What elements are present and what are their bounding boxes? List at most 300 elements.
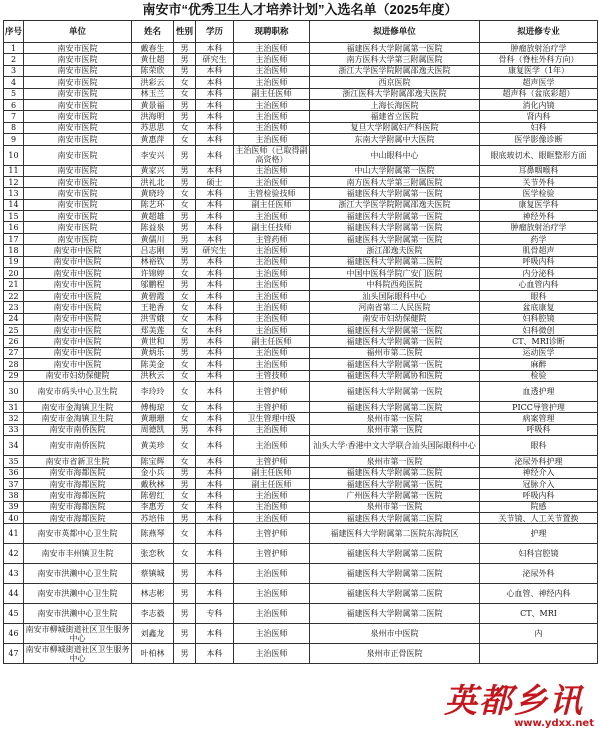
cell-specialty: 呼吸科 xyxy=(480,424,598,435)
table-row xyxy=(4,54,598,65)
cell-specialty: 冠脉介入 xyxy=(480,478,598,489)
cell-specialty: 泌尿外科护理 xyxy=(480,456,598,467)
cell-index: 2 xyxy=(4,54,24,65)
cell-gender: 女 xyxy=(174,88,196,99)
cell-specialty: 血透护理 xyxy=(480,381,598,401)
cell-target-hospital: 浙江邵逸夫医院 xyxy=(310,245,480,256)
cell-unit: 南安市医院 xyxy=(24,188,132,199)
cell-target-hospital: 浙江大学医学院附属邵逸夫医院 xyxy=(310,65,480,76)
cell-unit: 南安市中医院 xyxy=(24,290,132,301)
cell-specialty: PICC导管护理 xyxy=(480,401,598,412)
cell-education: 本科 xyxy=(196,478,234,489)
cell-title: 主治医师 xyxy=(234,564,310,584)
cell-index: 34 xyxy=(4,436,24,456)
cell-index: 10 xyxy=(4,145,24,165)
cell-education: 本科 xyxy=(196,313,234,324)
cell-specialty: 心血管内科 xyxy=(480,279,598,290)
cell-target-hospital: 复旦大学附属妇产科医院 xyxy=(310,122,480,133)
cell-index: 13 xyxy=(4,188,24,199)
table-row xyxy=(4,313,598,324)
cell-index: 17 xyxy=(4,233,24,244)
cell-specialty: 泌尿外科 xyxy=(480,564,598,584)
cell-gender: 女 xyxy=(174,401,196,412)
cell-target-hospital: 福建医科大学附属第二医院 xyxy=(310,564,480,584)
table-row xyxy=(4,43,598,54)
cell-unit: 南安市中医院 xyxy=(24,359,132,370)
cell-index: 28 xyxy=(4,359,24,370)
cell-gender: 女 xyxy=(174,524,196,544)
cell-unit: 南安市医院 xyxy=(24,145,132,165)
cell-unit: 南安市洪濑中心卫生院 xyxy=(24,584,132,604)
cell-specialty: 盆底康复 xyxy=(480,302,598,313)
cell-target-hospital: 汕头大学·香港中文大学联合汕头国际眼科中心 xyxy=(310,436,480,456)
cell-index: 33 xyxy=(4,424,24,435)
cell-target-hospital: 福建医科大学附属第二医院 xyxy=(310,467,480,478)
cell-target-hospital: 福建医科大学附属第一医院 xyxy=(310,188,480,199)
cell-target-hospital: 福建医科大学附属第二医院 xyxy=(310,584,480,604)
cell-gender: 女 xyxy=(174,268,196,279)
cell-title: 主管药师 xyxy=(234,233,310,244)
cell-index: 19 xyxy=(4,256,24,267)
cell-index: 27 xyxy=(4,347,24,358)
cell-gender: 男 xyxy=(174,644,196,664)
cell-education: 本科 xyxy=(196,467,234,478)
table-row xyxy=(4,478,598,489)
col-header-index: 序号 xyxy=(4,21,24,43)
table-row xyxy=(4,222,598,233)
cell-target-hospital: 中山眼科中心 xyxy=(310,145,480,165)
cell-name: 黄家兴 xyxy=(132,165,174,176)
cell-education: 本科 xyxy=(196,524,234,544)
table-row xyxy=(4,381,598,401)
table-row xyxy=(4,176,598,187)
table-row xyxy=(4,77,598,88)
cell-gender: 男 xyxy=(174,99,196,110)
cell-unit: 南安市医院 xyxy=(24,165,132,176)
cell-target-hospital: 泉州市中医院 xyxy=(310,624,480,644)
cell-target-hospital: 南方医科大学第三附属医院 xyxy=(310,54,480,65)
table-row xyxy=(4,145,598,165)
cell-title: 主治医师 xyxy=(234,313,310,324)
table-row xyxy=(4,302,598,313)
cell-education: 本科 xyxy=(196,290,234,301)
cell-name: 李玲玲 xyxy=(132,381,174,401)
cell-gender: 男 xyxy=(174,111,196,122)
cell-name: 李志毅 xyxy=(132,604,174,624)
cell-name: 黄儒川 xyxy=(132,233,174,244)
cell-title: 主治医师 xyxy=(234,290,310,301)
cell-education: 本科 xyxy=(196,324,234,335)
cell-name: 苏思思 xyxy=(132,122,174,133)
cell-education: 本科 xyxy=(196,456,234,467)
cell-target-hospital: 泉州市第一医院 xyxy=(310,456,480,467)
cell-name: 王艳香 xyxy=(132,302,174,313)
cell-index: 45 xyxy=(4,604,24,624)
cell-target-hospital: 福建医科大学附属第一医院 xyxy=(310,359,480,370)
cell-name: 傅梅琼 xyxy=(132,401,174,412)
cell-title: 副主任医师 xyxy=(234,88,310,99)
cell-target-hospital: 福建医科大学附属第一医院 xyxy=(310,233,480,244)
cell-gender: 女 xyxy=(174,370,196,381)
cell-unit: 南安市洪濑中心卫生院 xyxy=(24,604,132,624)
table-row xyxy=(4,199,598,210)
cell-gender: 男 xyxy=(174,65,196,76)
cell-gender: 女 xyxy=(174,324,196,335)
table-row xyxy=(4,122,598,133)
cell-gender: 女 xyxy=(174,290,196,301)
cell-target-hospital: 中山大学附属第一医院 xyxy=(310,165,480,176)
table-row xyxy=(4,564,598,584)
cell-title: 主管护师 xyxy=(234,524,310,544)
cell-target-hospital: 福建医科大学附属第二医院 xyxy=(310,256,480,267)
cell-education: 本科 xyxy=(196,188,234,199)
cell-title: 主治医师 xyxy=(234,424,310,435)
cell-target-hospital: 福建医科大学附属第一医院 xyxy=(310,211,480,222)
cell-target-hospital: 西京医院 xyxy=(310,77,480,88)
cell-title: 副主任医师 xyxy=(234,467,310,478)
cell-index: 7 xyxy=(4,111,24,122)
cell-specialty: 运动医学 xyxy=(480,347,598,358)
cell-target-hospital: 福建医科大学附属第一医院 xyxy=(310,324,480,335)
cell-gender: 男 xyxy=(174,256,196,267)
cell-unit: 南安市医院 xyxy=(24,122,132,133)
cell-education: 本科 xyxy=(196,268,234,279)
cell-index: 44 xyxy=(4,584,24,604)
cell-index: 43 xyxy=(4,564,24,584)
table-row xyxy=(4,336,598,347)
table-row xyxy=(4,65,598,76)
cell-target-hospital: 汕头国际眼科中心 xyxy=(310,290,480,301)
cell-unit: 南安市妇幼保健院 xyxy=(24,370,132,381)
cell-education: 本科 xyxy=(196,65,234,76)
cell-target-hospital: 福建医科大学附属第一医院 xyxy=(310,222,480,233)
cell-target-hospital: 南方医科大学第三附属医院 xyxy=(310,176,480,187)
cell-name: 陈美金 xyxy=(132,359,174,370)
cell-unit: 南安市中医院 xyxy=(24,256,132,267)
cell-title: 卫生管理中级 xyxy=(234,413,310,424)
table-row xyxy=(4,134,598,145)
table-row xyxy=(4,490,598,501)
cell-target-hospital: 泉州市第一医院 xyxy=(310,413,480,424)
table-row xyxy=(4,211,598,222)
cell-target-hospital: 上海长海医院 xyxy=(310,99,480,110)
table-row xyxy=(4,233,598,244)
cell-education: 本科 xyxy=(196,347,234,358)
table-row xyxy=(4,290,598,301)
cell-name: 林志彬 xyxy=(132,584,174,604)
cell-specialty: 呼吸内科 xyxy=(480,256,598,267)
cell-index: 22 xyxy=(4,290,24,301)
col-header-target-hospital: 拟进修单位 xyxy=(310,21,480,43)
page-title: 南安市“优秀卫生人才培养计划”入选名单（2025年度） xyxy=(142,2,458,17)
cell-unit: 南安市洪濑中心卫生院 xyxy=(24,564,132,584)
cell-gender: 女 xyxy=(174,413,196,424)
table-row xyxy=(4,467,598,478)
cell-unit: 南安市医院 xyxy=(24,211,132,222)
cell-unit: 南安市医院 xyxy=(24,65,132,76)
cell-target-hospital: 福建医科大学附属第一医院 xyxy=(310,43,480,54)
cell-title: 副主任医师 xyxy=(234,199,310,210)
table-row xyxy=(4,268,598,279)
cell-gender: 男 xyxy=(174,54,196,65)
cell-unit: 南安市医院 xyxy=(24,134,132,145)
col-header-gender: 性别 xyxy=(174,21,196,43)
cell-target-hospital: 福建医科大学附属第二医院 xyxy=(310,513,480,524)
col-header-name: 姓名 xyxy=(132,21,174,43)
watermark-url: www.ydxx.net xyxy=(514,718,594,729)
table-row xyxy=(4,604,598,624)
table-row xyxy=(4,424,598,435)
cell-unit: 南安市金淘镇卫生院 xyxy=(24,401,132,412)
table-row xyxy=(4,370,598,381)
cell-gender: 男 xyxy=(174,279,196,290)
cell-title: 主治医师 xyxy=(234,176,310,187)
cell-unit: 南安市医院 xyxy=(24,233,132,244)
cell-target-hospital: 泉州市第一医院 xyxy=(310,424,480,435)
cell-specialty: 耳鼻咽喉科 xyxy=(480,165,598,176)
cell-index: 23 xyxy=(4,302,24,313)
cell-name: 苏培伟 xyxy=(132,513,174,524)
cell-index: 39 xyxy=(4,501,24,512)
cell-specialty: 病案管理 xyxy=(480,413,598,424)
cell-title: 主治医师 xyxy=(234,644,310,664)
cell-education: 本科 xyxy=(196,88,234,99)
table-row xyxy=(4,88,598,99)
cell-education: 本科 xyxy=(196,165,234,176)
cell-specialty: 神经外科 xyxy=(480,211,598,222)
cell-education: 本科 xyxy=(196,359,234,370)
col-header-specialty: 拟进修专业 xyxy=(480,21,598,43)
cell-name: 陈宝辉 xyxy=(132,456,174,467)
cell-index: 36 xyxy=(4,467,24,478)
cell-name: 黄晓玲 xyxy=(132,188,174,199)
cell-index: 40 xyxy=(4,513,24,524)
cell-name: 邬鹏程 xyxy=(132,279,174,290)
cell-unit: 南安市中医院 xyxy=(24,245,132,256)
table-row xyxy=(4,188,598,199)
cell-title: 副主任技师 xyxy=(234,222,310,233)
cell-target-hospital: 福建医科大学附属第二医院东海院区 xyxy=(310,524,480,544)
cell-education: 本科 xyxy=(196,256,234,267)
cell-education: 本科 xyxy=(196,199,234,210)
cell-gender: 男 xyxy=(174,222,196,233)
table-row xyxy=(4,401,598,412)
cell-specialty: 康复医学（1年） xyxy=(480,65,598,76)
cell-education: 本科 xyxy=(196,302,234,313)
cell-gender: 女 xyxy=(174,436,196,456)
cell-gender: 男 xyxy=(174,478,196,489)
cell-name: 陈益泉 xyxy=(132,222,174,233)
cell-target-hospital: 南安市妇幼保健院 xyxy=(310,313,480,324)
cell-title: 主管护师 xyxy=(234,456,310,467)
cell-unit: 南安市医院 xyxy=(24,88,132,99)
cell-target-hospital: 中国中医科学院广安门医院 xyxy=(310,268,480,279)
cell-specialty: 护理 xyxy=(480,524,598,544)
cell-gender: 男 xyxy=(174,233,196,244)
table-row xyxy=(4,624,598,644)
cell-name: 戴春生 xyxy=(132,43,174,54)
cell-education: 本科 xyxy=(196,122,234,133)
table-row xyxy=(4,501,598,512)
cell-index: 4 xyxy=(4,77,24,88)
cell-name: 林玉兰 xyxy=(132,88,174,99)
cell-unit: 南安市医院 xyxy=(24,54,132,65)
cell-title: 主治医师 xyxy=(234,65,310,76)
cell-gender: 男 xyxy=(174,336,196,347)
cell-education: 本科 xyxy=(196,77,234,88)
watermark-brand: 英都乡讯 xyxy=(444,681,584,720)
cell-index: 15 xyxy=(4,211,24,222)
cell-title: 主治医师 xyxy=(234,490,310,501)
cell-education: 本科 xyxy=(196,644,234,664)
cell-gender: 女 xyxy=(174,456,196,467)
cell-unit: 南安市医院 xyxy=(24,222,132,233)
cell-education: 本科 xyxy=(196,336,234,347)
cell-name: 陈碧红 xyxy=(132,490,174,501)
table-row xyxy=(4,111,598,122)
cell-gender: 男 xyxy=(174,245,196,256)
cell-education: 本科 xyxy=(196,381,234,401)
cell-specialty: 呼吸内科 xyxy=(480,490,598,501)
cell-education: 本科 xyxy=(196,43,234,54)
cell-index: 1 xyxy=(4,43,24,54)
cell-specialty: 麻醉 xyxy=(480,359,598,370)
cell-name: 黄炳乐 xyxy=(132,347,174,358)
cell-specialty: 眼底玻切术、眼眶整形方面 xyxy=(480,145,598,165)
cell-specialty: 肌骨超声 xyxy=(480,245,598,256)
cell-unit: 南安市中医院 xyxy=(24,302,132,313)
cell-specialty: 妇科微创 xyxy=(480,324,598,335)
cell-name: 黄超雄 xyxy=(132,211,174,222)
cell-title: 主管护师 xyxy=(234,544,310,564)
table-row xyxy=(4,279,598,290)
cell-education: 本科 xyxy=(196,222,234,233)
cell-gender: 女 xyxy=(174,313,196,324)
table-row xyxy=(4,513,598,524)
cell-unit: 南安市金淘镇卫生院 xyxy=(24,413,132,424)
cell-education: 本科 xyxy=(196,436,234,456)
cell-index: 46 xyxy=(4,624,24,644)
cell-education: 本科 xyxy=(196,370,234,381)
cell-name: 戴秋林 xyxy=(132,478,174,489)
cell-index: 42 xyxy=(4,544,24,564)
table-row xyxy=(4,413,598,424)
cell-unit: 南安市海都医院 xyxy=(24,467,132,478)
cell-index: 16 xyxy=(4,222,24,233)
cell-title: 主治医师 xyxy=(234,584,310,604)
cell-specialty: 内 xyxy=(480,624,598,644)
cell-title: 主治医师 xyxy=(234,279,310,290)
cell-education: 本科 xyxy=(196,211,234,222)
cell-title: 主治医师 xyxy=(234,122,310,133)
cell-target-hospital: 福建省立医院 xyxy=(310,111,480,122)
cell-title: 主治医师 xyxy=(234,211,310,222)
cell-unit: 南安市医院 xyxy=(24,77,132,88)
col-header-education: 学历 xyxy=(196,21,234,43)
cell-index: 26 xyxy=(4,336,24,347)
cell-specialty: 内分泌科 xyxy=(480,268,598,279)
cell-index: 37 xyxy=(4,478,24,489)
col-header-title: 现聘职称 xyxy=(234,21,310,43)
cell-name: 黄景福 xyxy=(132,99,174,110)
cell-title: 主管检验技师 xyxy=(234,188,310,199)
cell-education: 研究生 xyxy=(196,54,234,65)
watermark-logo xyxy=(444,683,594,729)
cell-unit: 南安市中医院 xyxy=(24,268,132,279)
cell-target-hospital: 中科院西苑医院 xyxy=(310,279,480,290)
cell-specialty: CT、MRI诊断 xyxy=(480,336,598,347)
cell-unit: 南安市丰州镇卫生院 xyxy=(24,544,132,564)
cell-name: 黄美珍 xyxy=(132,436,174,456)
cell-gender: 女 xyxy=(174,199,196,210)
cell-name: 李惠芳 xyxy=(132,501,174,512)
cell-name: 洪海明 xyxy=(132,111,174,122)
cell-title: 主治医师（已取得副高资格） xyxy=(235,146,308,165)
cell-unit: 南安市柳城街道社区卫生服务中心 xyxy=(25,644,130,663)
cell-index: 29 xyxy=(4,370,24,381)
cell-title: 主治医师 xyxy=(234,99,310,110)
cell-index: 21 xyxy=(4,279,24,290)
cell-gender: 男 xyxy=(174,43,196,54)
cell-title: 主治医师 xyxy=(234,111,310,122)
cell-specialty: 眼科 xyxy=(480,436,598,456)
cell-index: 38 xyxy=(4,490,24,501)
cell-specialty: 肿瘤放射治疗学 xyxy=(480,222,598,233)
table-row xyxy=(4,544,598,564)
cell-education: 本科 xyxy=(196,490,234,501)
cell-unit: 南安市医院 xyxy=(24,43,132,54)
cell-title: 主治医师 xyxy=(234,359,310,370)
cell-unit: 南安市中医院 xyxy=(24,336,132,347)
table-row xyxy=(4,347,598,358)
cell-target-hospital: 东南大学附属中大医院 xyxy=(310,134,480,145)
cell-title: 主治医师 xyxy=(234,436,310,456)
cell-gender: 女 xyxy=(174,490,196,501)
cell-index: 47 xyxy=(4,644,24,664)
cell-education: 本科 xyxy=(196,413,234,424)
cell-title: 副主任医师 xyxy=(234,478,310,489)
cell-unit: 南安市医院 xyxy=(24,199,132,210)
cell-gender: 男 xyxy=(174,513,196,524)
table-row xyxy=(4,165,598,176)
cell-title: 主治医师 xyxy=(234,302,310,313)
cell-title: 主治医师 xyxy=(234,134,310,145)
table-row xyxy=(4,99,598,110)
cell-title: 主治医师 xyxy=(234,604,310,624)
cell-specialty: 超声科（盆底彩超） xyxy=(480,88,598,99)
table-row xyxy=(4,524,598,544)
cell-name: 陈燕琴 xyxy=(132,524,174,544)
cell-index: 24 xyxy=(4,313,24,324)
cell-unit: 南安市中医院 xyxy=(24,279,132,290)
cell-title: 主治医师 xyxy=(234,43,310,54)
cell-gender: 女 xyxy=(174,381,196,401)
cell-gender: 男 xyxy=(174,604,196,624)
cell-gender: 男 xyxy=(174,584,196,604)
cell-specialty: 超声医学 xyxy=(480,77,598,88)
cell-gender: 女 xyxy=(174,122,196,133)
cell-target-hospital: 浙江大学医学院附属邵逸夫医院 xyxy=(310,199,480,210)
cell-gender: 女 xyxy=(174,359,196,370)
cell-education: 本科 xyxy=(196,544,234,564)
cell-gender: 男 xyxy=(174,165,196,176)
cell-name: 黄仕超 xyxy=(132,54,174,65)
cell-gender: 女 xyxy=(174,544,196,564)
cell-education: 本科 xyxy=(196,513,234,524)
cell-specialty: 药学 xyxy=(480,233,598,244)
cell-education: 本科 xyxy=(196,279,234,290)
cell-target-hospital: 福建医科大学附属第二医院 xyxy=(310,401,480,412)
